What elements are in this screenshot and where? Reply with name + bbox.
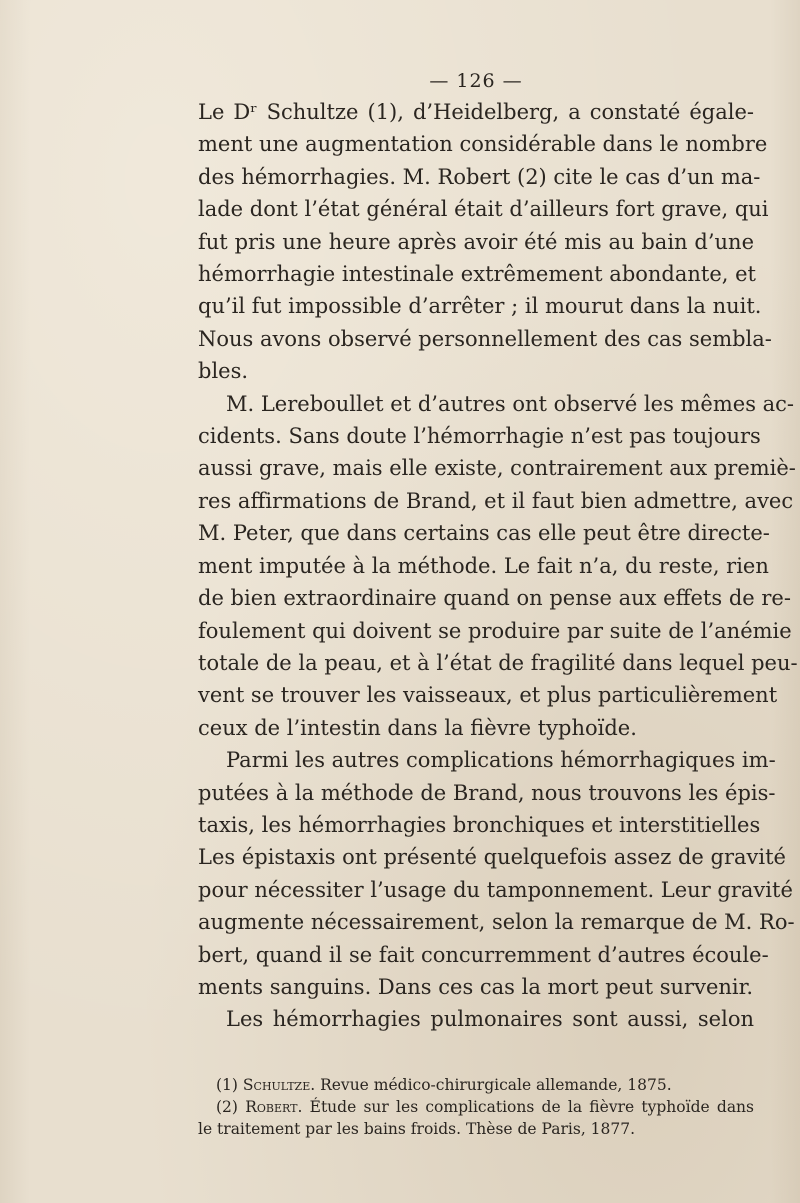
paragraph: [198, 96, 772, 388]
text-line: Les hémorrhagies pulmonaires sont aussi, selon: [226, 1007, 754, 1032]
book-page: [198, 68, 798, 1140]
text-line: M. Lereboullet et d’autres ont observé les mêmes ac-: [226, 391, 795, 416]
text-line: Nous avons observé personnellement des cas sembla-: [198, 326, 772, 351]
text-line: de bien extraordinaire quand on pense aux effets de re-: [198, 586, 791, 611]
footnotes: [198, 1074, 754, 1140]
footnote-line: le traitement par les bains froids. Thèse de Paris, 1877.: [198, 1119, 636, 1138]
footnote-line: [198, 1074, 754, 1096]
text-line: aussi grave, mais elle existe, contrairement aux premiè-: [198, 456, 796, 481]
body-text: [198, 96, 798, 1036]
paragraph: [198, 1003, 754, 1035]
text-line: lade dont l’état général était d’ailleurs fort grave, qui: [198, 197, 769, 222]
text-line: Parmi les autres complications hémorrhagiques im-: [226, 748, 776, 773]
text-line: M. Peter, que dans certains cas elle peut être directe-: [198, 521, 770, 546]
text-line: fut pris une heure après avoir été mis au bain d’une: [198, 229, 754, 254]
paragraph: [198, 388, 798, 744]
text-line: ment imputée à la méthode. Le fait n’a, du reste, rien: [198, 553, 769, 578]
text-line: bles.: [198, 359, 249, 384]
text-line: putées à la méthode de Brand, nous trouvons les épis-: [198, 780, 776, 805]
text-line: augmente nécessairement, selon la remarque de M. Ro-: [198, 910, 795, 935]
footnote-text: Étude sur les complications de la fièvre typhoïde dans: [309, 1097, 754, 1116]
footnote-author: Schultze.: [242, 1075, 316, 1094]
paragraph: [198, 744, 795, 1003]
text-line: cidents. Sans doute l’hémorrhagie n’est pas toujours: [198, 424, 761, 449]
text-line: hémorrhagie intestinale extrêmement abondante, et: [198, 262, 756, 287]
text-line: ment une augmentation considérable dans le nombre: [198, 132, 768, 157]
footnote: [198, 1096, 754, 1140]
text-line: ceux de l’intestin dans la fièvre typhoïde.: [198, 715, 637, 740]
footnote-marker: (2): [216, 1097, 238, 1116]
text-line: totale de la peau, et à l’état de fragilité dans lequel peu-: [198, 650, 798, 675]
text-line: ments sanguins. Dans ces cas la mort peut survenir.: [198, 974, 754, 999]
text-line: pour nécessiter l’usage du tamponnement. Leur gravité: [198, 877, 793, 902]
page-number: — 126 —: [429, 70, 523, 92]
text-line: des hémorrhagies. M. Robert (2) cite le cas d’un ma-: [198, 164, 761, 189]
text-line: Le Dʳ Schultze (1), d’Heidelberg, a constaté égale-: [198, 100, 754, 124]
text-line: res affirmations de Brand, et il faut bien admettre, avec: [198, 488, 794, 513]
footnote-line: [198, 1096, 754, 1118]
text-line: Les épistaxis ont présenté quelquefois assez de gravité: [198, 845, 786, 870]
text-line: taxis, les hémorrhagies bronchiques et interstitielles: [198, 812, 761, 837]
text-line: vent se trouver les vaisseaux, et plus particulièrement: [198, 683, 778, 708]
text-line: qu’il fut impossible d’arrêter ; il mourut dans la nuit.: [198, 294, 762, 319]
footnote: [198, 1074, 754, 1096]
footnote-text: Revue médico-chirurgicale allemande, 1875.: [320, 1075, 672, 1094]
text-line: bert, quand il se fait concurremment d’autres écoule-: [198, 942, 769, 967]
footnote-author: Robert.: [245, 1097, 303, 1116]
footnote-marker: (1): [216, 1075, 238, 1094]
text-line: foulement qui doivent se produire par suite de l’anémie: [198, 618, 792, 643]
